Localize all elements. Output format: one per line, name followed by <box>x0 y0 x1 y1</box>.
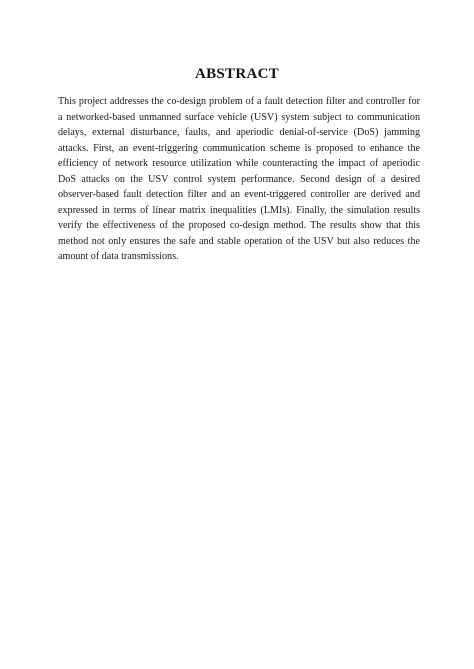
abstract-paragraph: This project addresses the co-design problem of a fault detection filter and controller for a networked-based unmanned surface vehicle (USV) system subject to communication delays, external disturbance, faults, and aperiodic denial-of-service (DoS) jamming attacks. First, an event-triggering communication scheme is proposed to enhance the efficiency of network resource utilization while counteracting the impact of aperiodic DoS attacks on the USV control system performance. Second design of a desired observer-based fault detection filter and an event-triggered controller are derived and expressed in terms of linear matrix inequalities (LMIs). Finally, the simulation results verify the effectiveness of the proposed co-design method. The results show that this method not only ensures the safe and stable operation of the USV but also reduces the amount of data transmissions. <box>58 96 420 262</box>
abstract-title: ABSTRACT <box>194 66 280 83</box>
